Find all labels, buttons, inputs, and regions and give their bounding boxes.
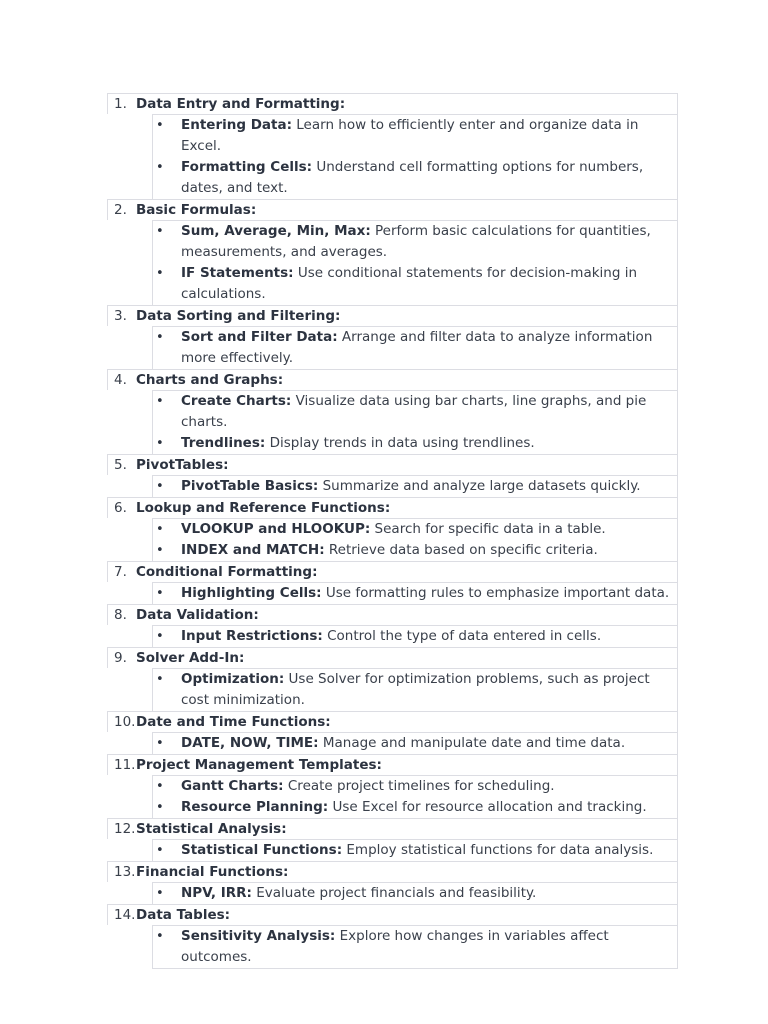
section-number: 8.: [114, 607, 127, 623]
item-label: Input Restrictions:: [181, 628, 323, 644]
item-description: Search for specific data in a table.: [370, 521, 606, 537]
section-title: PivotTables:: [136, 457, 229, 473]
item-description: Create project timelines for scheduling.: [283, 778, 555, 794]
bullet-icon: •: [156, 266, 164, 281]
bullet-icon: •: [156, 843, 164, 858]
section-items: [152, 114, 678, 199]
bullet-icon: •: [156, 586, 164, 601]
section-number: 9.: [114, 650, 127, 666]
section-heading-row: [107, 199, 678, 220]
bullet-icon: •: [156, 394, 164, 409]
list-item: [153, 540, 677, 561]
section-title: Conditional Formatting:: [136, 564, 318, 580]
item-description: Evaluate project financials and feasibility.: [251, 885, 537, 901]
list-item: [153, 157, 677, 199]
item-label: VLOOKUP and HLOOKUP:: [181, 521, 371, 537]
section-title: Project Management Templates:: [136, 757, 382, 773]
section-items: [152, 668, 678, 711]
item-label: Gantt Charts:: [181, 778, 284, 794]
list-item: [153, 797, 677, 818]
list-item: [153, 391, 677, 433]
list-item: [153, 669, 677, 711]
section-number: 14.: [114, 907, 136, 923]
item-label: Sum, Average, Min, Max:: [181, 223, 371, 239]
section-heading-row: [107, 647, 678, 668]
section-title: Financial Functions:: [136, 864, 289, 880]
bullet-icon: •: [156, 522, 164, 537]
section-number: 13.: [114, 864, 136, 880]
item-description: Learn how to efficiently enter and organize data in Excel.: [181, 117, 639, 154]
item-label: Statistical Functions:: [181, 842, 343, 858]
section-heading-row: [107, 818, 678, 839]
section-heading-row: [107, 904, 678, 925]
list-item: [153, 926, 677, 968]
item-description: Employ statistical functions for data analysis.: [342, 842, 654, 858]
section-title: Lookup and Reference Functions:: [136, 500, 391, 516]
section-number: 2.: [114, 202, 127, 218]
item-label: INDEX and MATCH:: [181, 542, 325, 558]
section-title: Date and Time Functions:: [136, 714, 331, 730]
bullet-icon: •: [156, 779, 164, 794]
item-label: Sensitivity Analysis:: [181, 928, 336, 944]
bullet-icon: •: [156, 929, 164, 944]
section-items: [152, 732, 678, 754]
item-label: Sort and Filter Data:: [181, 329, 338, 345]
item-label: Formatting Cells:: [181, 159, 313, 175]
list-item: [153, 626, 677, 647]
section-title: Data Validation:: [136, 607, 259, 623]
item-description: Perform basic calculations for quantities, measurements, and averages.: [181, 223, 651, 260]
item-description: Manage and manipulate date and time data.: [318, 735, 626, 751]
section-number: 12.: [114, 821, 136, 837]
section-title: Statistical Analysis:: [136, 821, 287, 837]
bullet-icon: •: [156, 118, 164, 133]
item-label: Create Charts:: [181, 393, 292, 409]
item-label: Trendlines:: [181, 435, 266, 451]
table-bottom-border: [152, 968, 678, 969]
item-description: Understand cell formatting options for numbers, dates, and text.: [181, 159, 644, 196]
bullet-icon: •: [156, 330, 164, 345]
section-items: [152, 518, 678, 561]
list-item: [153, 221, 677, 263]
bullet-icon: •: [156, 800, 164, 815]
section-title: Basic Formulas:: [136, 202, 257, 218]
list-item: [153, 519, 677, 540]
bullet-icon: •: [156, 224, 164, 239]
item-description: Display trends in data using trendlines.: [265, 435, 535, 451]
list-item: [153, 733, 677, 754]
section-items: [152, 625, 678, 647]
list-item: [153, 883, 677, 904]
section-number: 4.: [114, 372, 127, 388]
item-description: Use Excel for resource allocation and tracking.: [328, 799, 647, 815]
bullet-icon: •: [156, 672, 164, 687]
item-description: Summarize and analyze large datasets quickly.: [318, 478, 641, 494]
list-item: [153, 433, 677, 454]
section-items: [152, 839, 678, 861]
item-label: DATE, NOW, TIME:: [181, 735, 319, 751]
list-item: [153, 776, 677, 797]
section-items: [152, 882, 678, 904]
item-label: Highlighting Cells:: [181, 585, 322, 601]
bullet-icon: •: [156, 886, 164, 901]
list-item: [153, 476, 677, 497]
list-item: [153, 263, 677, 305]
section-items: [152, 582, 678, 604]
section-title: Data Tables:: [136, 907, 231, 923]
item-description: Control the type of data entered in cells.: [322, 628, 602, 644]
section-heading-row: [107, 305, 678, 326]
item-label: PivotTable Basics:: [181, 478, 319, 494]
item-label: IF Statements:: [181, 265, 294, 281]
document-outline: [107, 93, 678, 969]
section-number: 10.: [114, 714, 136, 730]
section-heading-row: [107, 561, 678, 582]
item-description: Explore how changes in variables affect outcomes.: [181, 928, 609, 965]
item-label: Resource Planning:: [181, 799, 329, 815]
item-label: Entering Data:: [181, 117, 292, 133]
item-label: Optimization:: [181, 671, 285, 687]
list-item: [153, 583, 677, 604]
list-item: [153, 327, 677, 369]
section-items: [152, 775, 678, 818]
bullet-icon: •: [156, 160, 164, 175]
item-description: Use conditional statements for decision-making in calculations.: [181, 265, 638, 302]
list-item: [153, 840, 677, 861]
section-items: [152, 390, 678, 454]
section-heading-row: [107, 604, 678, 625]
section-heading-row: [107, 93, 678, 114]
section-title: Data Entry and Formatting:: [136, 96, 346, 112]
item-description: Use formatting rules to emphasize important data.: [321, 585, 670, 601]
section-heading-row: [107, 754, 678, 775]
section-number: 1.: [114, 96, 127, 112]
section-items: [152, 475, 678, 497]
section-heading-row: [107, 497, 678, 518]
section-items: [152, 220, 678, 305]
section-title: Data Sorting and Filtering:: [136, 308, 341, 324]
list-item: [153, 115, 677, 157]
item-description: Arrange and filter data to analyze information more effectively.: [181, 329, 653, 366]
section-number: 6.: [114, 500, 127, 516]
section-title: Charts and Graphs:: [136, 372, 284, 388]
section-number: 7.: [114, 564, 127, 580]
bullet-icon: •: [156, 736, 164, 751]
section-items: [152, 326, 678, 369]
bullet-icon: •: [156, 436, 164, 451]
section-title: Solver Add-In:: [136, 650, 245, 666]
section-number: 5.: [114, 457, 127, 473]
item-description: Retrieve data based on specific criteria.: [324, 542, 598, 558]
item-label: NPV, IRR:: [181, 885, 252, 901]
section-number: 11.: [114, 757, 136, 773]
item-description: Visualize data using bar charts, line graphs, and pie charts.: [181, 393, 647, 430]
section-number: 3.: [114, 308, 127, 324]
section-heading-row: [107, 861, 678, 882]
section-heading-row: [107, 369, 678, 390]
bullet-icon: •: [156, 543, 164, 558]
bullet-icon: •: [156, 629, 164, 644]
item-description: Use Solver for optimization problems, such as project cost minimization.: [181, 671, 650, 708]
section-heading-row: [107, 454, 678, 475]
section-items: [152, 925, 678, 968]
section-heading-row: [107, 711, 678, 732]
bullet-icon: •: [156, 479, 164, 494]
